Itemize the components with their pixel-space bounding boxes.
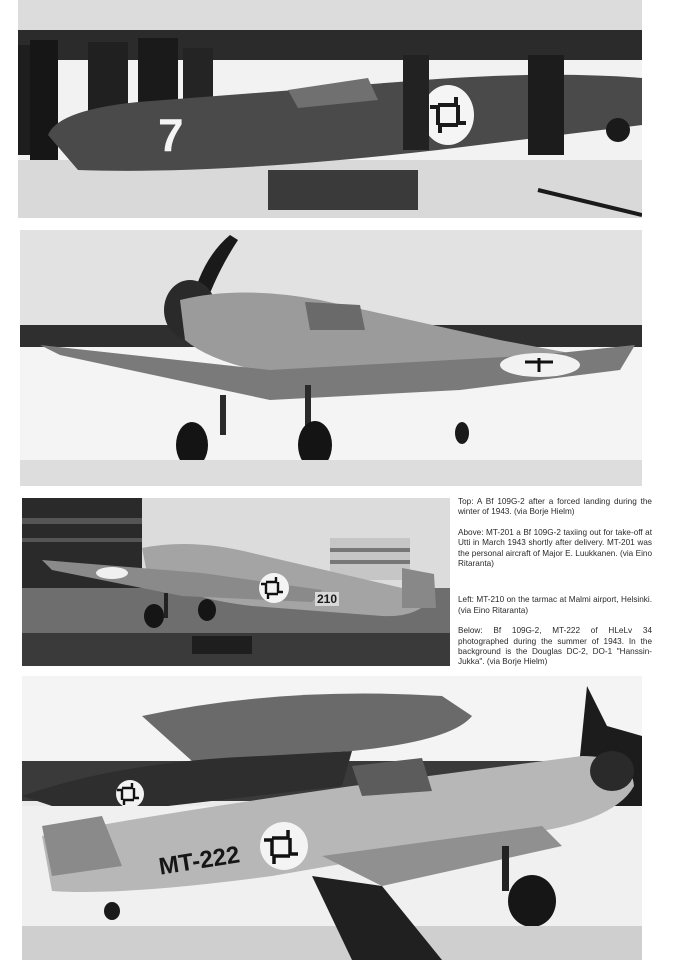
caption-top: Top: A Bf 109G-2 after a forced landing during the winter of 1943. (via Borje Hielm) [458, 497, 652, 517]
caption-left: Left: MT-210 on the tarmac at Malmi airport, Helsinki. (via Eino Ritaranta) [458, 595, 652, 615]
caption-below: Below: Bf 109G-2, MT-222 of HLeLv 34 photographed during the summer of 1943. In the background is the Douglas DC-2, DO-1 "Hanssin-Jukka". (via Borje Hielm) [458, 626, 652, 667]
aircraft-number: 7 [158, 109, 184, 161]
aircraft-code: 210 [317, 592, 338, 606]
photo-mt201-taxiing [20, 230, 642, 486]
aircraft-code: MT-222 [157, 841, 242, 881]
photo-forced-landing [18, 0, 642, 218]
photo-mt222-dc2 [22, 676, 642, 960]
photo-captions [458, 497, 652, 678]
caption-above: Above: MT-201 a Bf 109G-2 taxiing out for take-off at Utti in March 1943 shortly after delivery. MT-201 was the personal aircraft of Major E. Luukkanen. (via Eino Ritaranta) [458, 527, 652, 569]
photo-mt210-malmi [22, 498, 450, 666]
